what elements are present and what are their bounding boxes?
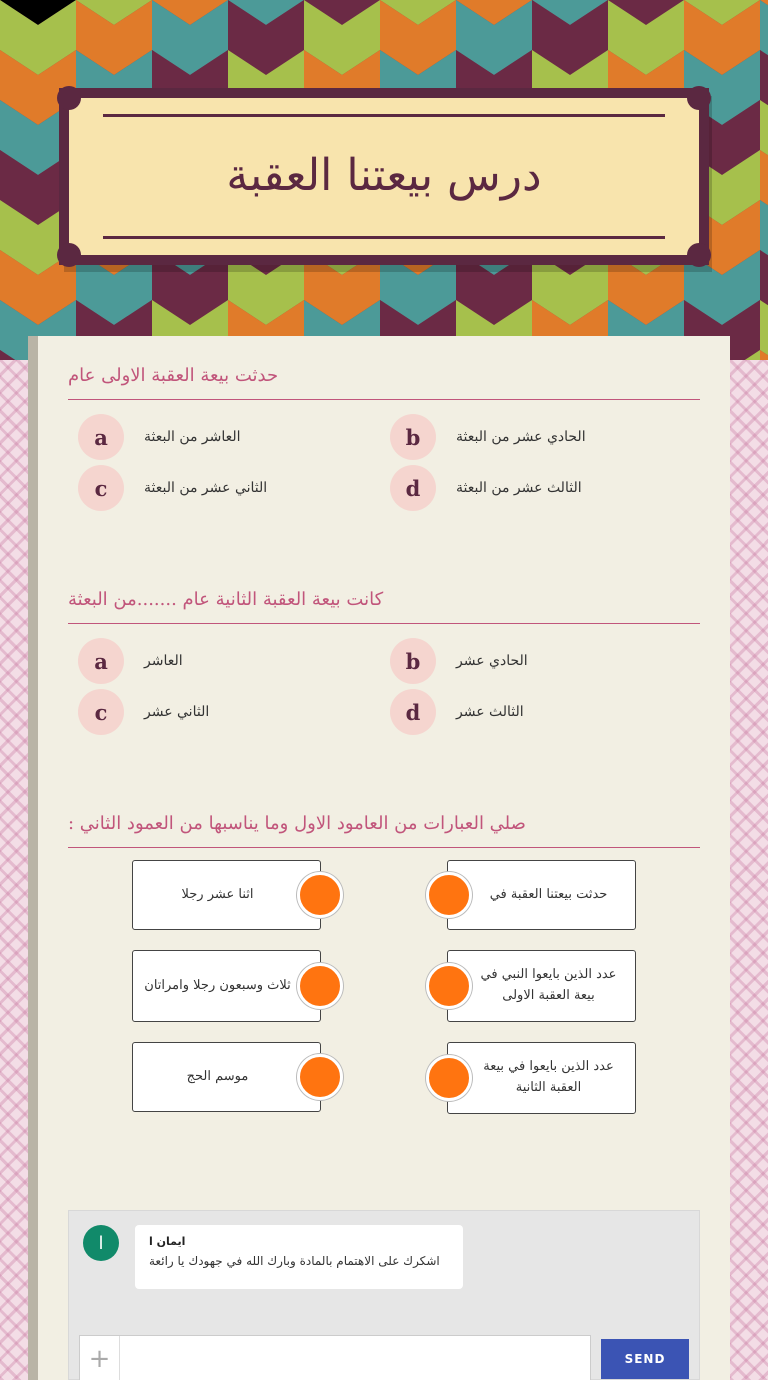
match-right-item-1[interactable] [447, 860, 636, 930]
option-text: الحادي عشر من البعثة [456, 429, 586, 445]
option-text: العاشر [144, 653, 183, 669]
option-text: العاشر من البعثة [144, 429, 241, 445]
question-1 [68, 364, 700, 524]
comments-panel [68, 1210, 700, 1380]
banner-inner [69, 98, 699, 255]
option-list [68, 414, 700, 524]
banner-corner [57, 243, 81, 267]
option-letter: c [78, 689, 124, 735]
option-text: الثاني عشر من البعثة [144, 480, 268, 496]
option-a[interactable] [78, 414, 358, 460]
match-right-dot-2[interactable] [426, 963, 472, 1009]
option-text: الثالث عشر من البعثة [456, 480, 582, 496]
match-right-dot-1[interactable] [426, 872, 472, 918]
match-left-dot-1[interactable] [297, 872, 343, 918]
option-letter: a [78, 414, 124, 460]
match-right-dot-3[interactable] [426, 1055, 472, 1101]
match-left-item-2[interactable] [132, 950, 321, 1022]
banner-corner [687, 243, 711, 267]
banner-corner [687, 86, 711, 110]
match-left-dot-2[interactable] [297, 963, 343, 1009]
option-letter: b [390, 414, 436, 460]
match-right-item-2[interactable] [447, 950, 636, 1022]
match-text: حدثت بيعتنا العقبة في [489, 886, 608, 902]
option-b[interactable] [390, 638, 670, 684]
question-title: كانت بيعة العقبة الثانية عام .......من البعثة [68, 588, 700, 624]
question-title: صلي العبارات من العامود الاول وما يناسبها من العمود الثاني : [68, 812, 700, 848]
option-letter: d [390, 689, 436, 735]
question-2 [68, 588, 700, 748]
match-text: موسم الحج [186, 1068, 249, 1084]
option-b[interactable] [390, 414, 670, 460]
option-c[interactable] [78, 465, 358, 511]
option-list [68, 638, 700, 748]
option-d[interactable] [390, 465, 670, 511]
option-text: الحادي عشر [456, 653, 528, 669]
match-text: عدد الذين بايعوا النبي في بيعة العقبة الاولى [480, 967, 617, 1003]
worksheet-paper [28, 336, 730, 1380]
comment-message: اشكرك على الاهتمام بالمادة وبارك الله في جهودك يا رائعة [149, 1254, 440, 1268]
match-left-dot-3[interactable] [297, 1054, 343, 1100]
option-d[interactable] [390, 689, 670, 735]
banner-corner [57, 86, 81, 110]
send-button[interactable]: SEND [601, 1339, 689, 1379]
match-text: ثلاث وسبعون رجلا وامراتان [144, 977, 291, 993]
match-right-item-3[interactable] [447, 1042, 636, 1114]
match-left-item-1[interactable] [132, 860, 321, 930]
option-letter: d [390, 465, 436, 511]
comment-input-box[interactable] [79, 1335, 591, 1380]
title-banner [59, 88, 709, 265]
option-text: الثالث عشر [456, 704, 524, 720]
option-letter: b [390, 638, 436, 684]
avatar: ا [83, 1225, 119, 1261]
question-title: حدثت بيعة العقبة الاولى عام [68, 364, 700, 400]
matching-question [68, 812, 700, 848]
page-title: درس بيعتنا العقبة [226, 150, 542, 201]
plus-icon[interactable]: + [80, 1336, 120, 1380]
option-text: الثاني عشر [144, 704, 210, 720]
option-c[interactable] [78, 689, 358, 735]
match-text: عدد الذين بايعوا في بيعة العقبة الثانية [483, 1059, 614, 1095]
option-letter: c [78, 465, 124, 511]
option-a[interactable] [78, 638, 358, 684]
comment-author: ايمان ا [149, 1235, 186, 1248]
comment-bubble [135, 1225, 463, 1289]
banner-rule-bottom [103, 236, 665, 239]
banner-rule-top [103, 114, 665, 117]
match-left-item-3[interactable] [132, 1042, 321, 1112]
match-text: اثنا عشر رجلا [181, 886, 254, 902]
option-letter: a [78, 638, 124, 684]
